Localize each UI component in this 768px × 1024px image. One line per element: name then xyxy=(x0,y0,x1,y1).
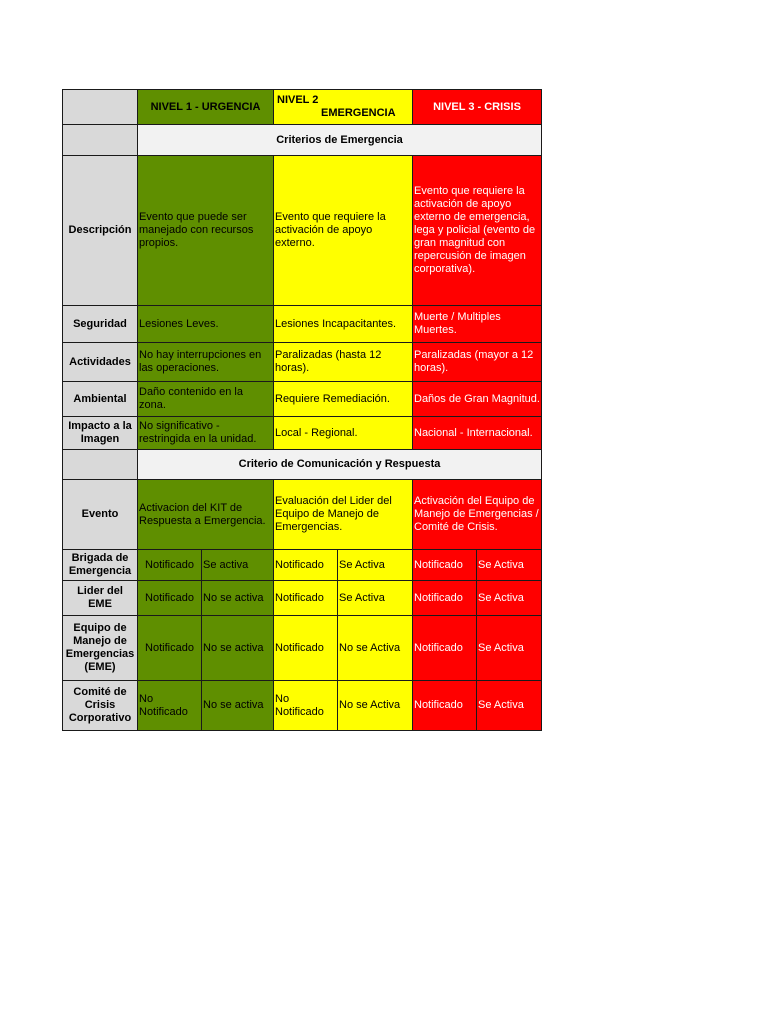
level1-activation-cell: No se activa xyxy=(202,581,274,616)
event-row xyxy=(63,480,542,550)
level2-notified-cell: No Notificado xyxy=(274,681,338,731)
level1-cell: Daño contenido en la zona. xyxy=(138,382,274,417)
level3-activation-cell: Se Activa xyxy=(477,681,542,731)
row-label: Evento xyxy=(63,480,138,550)
level2-notified-cell: Notificado xyxy=(274,581,338,616)
level3-activation-cell: Se Activa xyxy=(477,550,542,581)
row-label: Descripción xyxy=(63,156,138,306)
criteria-row xyxy=(63,343,542,382)
level1-notified-cell: Notificado xyxy=(138,616,202,681)
section-title-criteria: Criterios de Emergencia xyxy=(138,125,542,156)
level1-header: NIVEL 1 - URGENCIA xyxy=(138,90,274,125)
level2-cell: Paralizadas (hasta 12 horas). xyxy=(274,343,413,382)
level1-notified-cell: No Notificado xyxy=(138,681,202,731)
emergency-levels-table xyxy=(62,89,542,731)
level3-cell: Daños de Gran Magnitud. xyxy=(413,382,542,417)
section-row xyxy=(63,125,542,156)
level2-activation-cell: Se Activa xyxy=(338,550,413,581)
level2-activation-cell: No se Activa xyxy=(338,681,413,731)
level2-cell: Local - Regional. xyxy=(274,417,413,450)
level1-cell: No significativo - restringida en la unidad. xyxy=(138,417,274,450)
row-label: Impacto a la Imagen xyxy=(63,417,138,450)
row-label: Ambiental xyxy=(63,382,138,417)
level1-cell: No hay interrupciones en las operaciones. xyxy=(138,343,274,382)
row-label: Lider del EME xyxy=(63,581,138,616)
criteria-row xyxy=(63,382,542,417)
level2-notified-cell: Notificado xyxy=(274,550,338,581)
criteria-row xyxy=(63,306,542,343)
level3-cell: Evento que requiere la activación de apoyo externo de emergencia, lega y policial (evento de gran magnitud con repercusión de imagen corporativa). xyxy=(413,156,542,306)
response-row xyxy=(63,581,542,616)
section-label-cell xyxy=(63,125,138,156)
level2-cell: Requiere Remediación. xyxy=(274,382,413,417)
row-label: Seguridad xyxy=(63,306,138,343)
corner-cell xyxy=(63,90,138,125)
section-label-cell xyxy=(63,450,138,480)
response-row xyxy=(63,681,542,731)
level3-activation-cell: Se Activa xyxy=(477,616,542,681)
level2-activation-cell: Se Activa xyxy=(338,581,413,616)
level2-cell: Lesiones Incapacitantes. xyxy=(274,306,413,343)
level1-activation-cell: Se activa xyxy=(202,550,274,581)
level1-notified-cell: Notificado xyxy=(138,550,202,581)
level2-cell: Evaluación del Lider del Equipo de Manejo de Emergencias. xyxy=(274,480,413,550)
level1-cell: Lesiones Leves. xyxy=(138,306,274,343)
level2-notified-cell: Notificado xyxy=(274,616,338,681)
level3-cell: Muerte / Multiples Muertes. xyxy=(413,306,542,343)
level1-activation-cell: No se activa xyxy=(202,681,274,731)
criteria-row xyxy=(63,417,542,450)
row-label: Actividades xyxy=(63,343,138,382)
level1-cell: Activacion del KIT de Respuesta a Emergencia. xyxy=(138,480,274,550)
row-label: Brigada de Emergencia xyxy=(63,550,138,581)
level3-notified-cell: Notificado xyxy=(413,616,477,681)
header-row xyxy=(63,90,542,125)
level3-cell: Paralizadas (mayor a 12 horas). xyxy=(413,343,542,382)
level2-activation-cell: No se Activa xyxy=(338,616,413,681)
level3-notified-cell: Notificado xyxy=(413,581,477,616)
level3-cell: Activación del Equipo de Manejo de Emergencias / Comité de Crisis. xyxy=(413,480,542,550)
level2-header-line2: EMERGENCIA xyxy=(321,107,396,119)
level2-cell: Evento que requiere la activación de apoyo externo. xyxy=(274,156,413,306)
level3-cell: Nacional - Internacional. xyxy=(413,417,542,450)
level3-notified-cell: Notificado xyxy=(413,550,477,581)
level3-header: NIVEL 3 - CRISIS xyxy=(413,90,542,125)
row-label: Comité de Crisis Corporativo xyxy=(63,681,138,731)
level3-activation-cell: Se Activa xyxy=(477,581,542,616)
row-label: Equipo de Manejo de Emergencias (EME) xyxy=(63,616,138,681)
level1-cell: Evento que puede ser manejado con recursos propios. xyxy=(138,156,274,306)
response-row xyxy=(63,550,542,581)
response-row xyxy=(63,616,542,681)
level1-activation-cell: No se activa xyxy=(202,616,274,681)
level1-notified-cell: Notificado xyxy=(138,581,202,616)
section-title-communication: Criterio de Comunicación y Respuesta xyxy=(138,450,542,480)
section-row xyxy=(63,450,542,480)
level3-notified-cell: Notificado xyxy=(413,681,477,731)
level2-header-line1: NIVEL 2 xyxy=(277,94,319,106)
criteria-row xyxy=(63,156,542,306)
level2-header xyxy=(274,90,413,125)
